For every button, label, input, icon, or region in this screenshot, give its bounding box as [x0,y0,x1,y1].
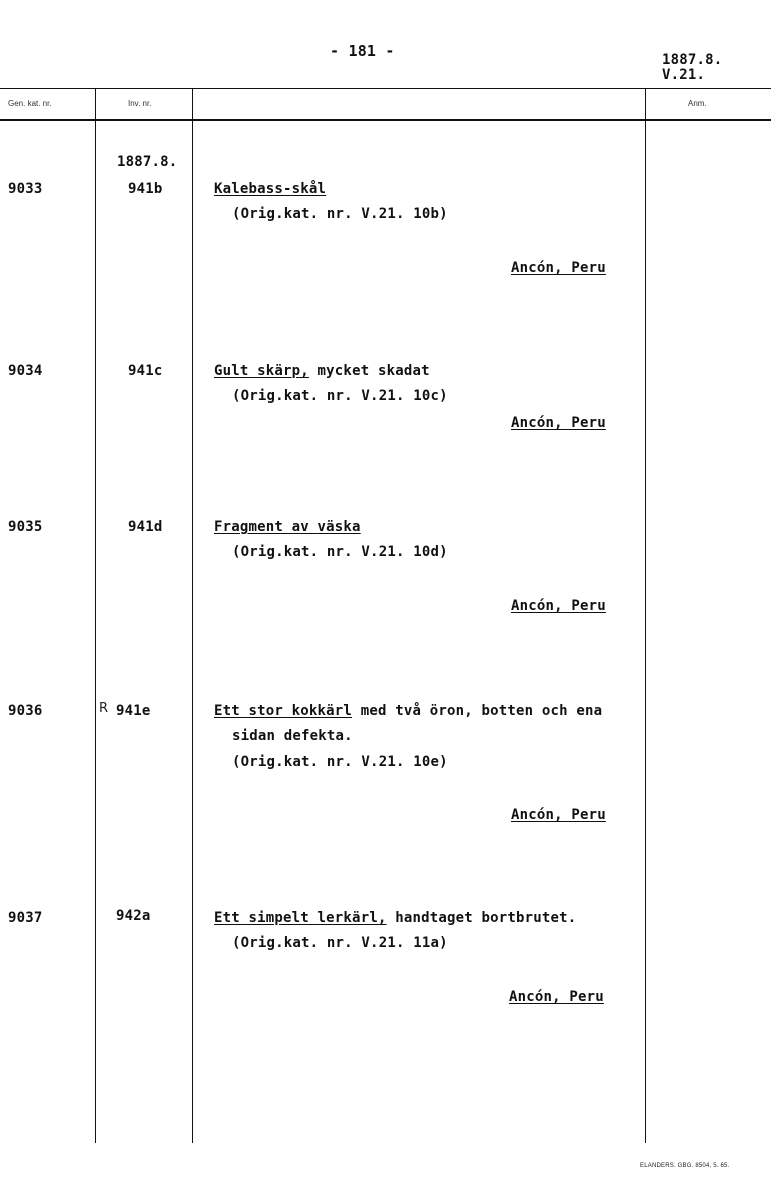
entry-description [214,519,361,535]
printer-imprint: ELANDERS. GBG. 8504, 5. 65. [640,1163,730,1169]
column-header-gen-kat: Gen. kat. nr. [8,99,52,108]
entry-title-rest: handtaget bortbrutet. [386,910,577,926]
inv-number: 941e [116,703,151,719]
inv-number: 941d [128,519,163,535]
entry-line-2: (Orig.kat. nr. V.21. 10b) [232,206,448,222]
column-header-inv: Inv. nr. [128,99,152,108]
column-header-anm: Anm. [688,99,707,108]
column-divider-inv [192,88,193,1143]
inv-number: 942a [116,908,151,924]
entry-place: Ancón, Peru [511,598,606,614]
entry-line-2: (Orig.kat. nr. V.21. 11a) [232,935,448,951]
header-bottom-rule [0,119,771,121]
entry-description [214,363,430,379]
handwritten-mark: R [99,701,109,716]
page-number: - 181 - [330,42,395,60]
entry-description [214,703,602,719]
gen-kat-number: 9037 [8,910,43,926]
header-top-rule [0,88,771,89]
inv-number: 941b [128,181,163,197]
accession-code: V.21. [662,67,706,83]
inv-year: 1887.8. [117,154,178,170]
entry-line-2: (Orig.kat. nr. V.21. 10d) [232,544,448,560]
entry-line-2: (Orig.kat. nr. V.21. 10c) [232,388,448,404]
gen-kat-number: 9035 [8,519,43,535]
entry-title: Kalebass-skål [214,181,327,197]
gen-kat-number: 9033 [8,181,43,197]
entry-line-3: (Orig.kat. nr. V.21. 10e) [232,754,448,770]
inv-number: 941c [128,363,163,379]
column-divider-anm [645,88,646,1143]
entry-description [214,181,326,197]
accession-year: 1887.8. [662,52,723,68]
entry-title: Fragment av väska [214,519,361,535]
entry-place: Ancón, Peru [509,989,604,1005]
column-divider-gen [95,88,96,1143]
gen-kat-number: 9036 [8,703,43,719]
entry-title-rest: mycket skadat [308,363,430,379]
entry-title: Ett stor kokkärl [214,703,353,719]
entry-title: Ett simpelt lerkärl, [214,910,387,926]
entry-place: Ancón, Peru [511,260,606,276]
entry-place: Ancón, Peru [511,807,606,823]
entry-title: Gult skärp, [214,363,309,379]
entry-title-rest: med två öron, botten och ena [352,703,603,719]
entry-line-2: sidan defekta. [232,728,353,744]
entry-description [214,910,576,926]
gen-kat-number: 9034 [8,363,43,379]
entry-place: Ancón, Peru [511,415,606,431]
